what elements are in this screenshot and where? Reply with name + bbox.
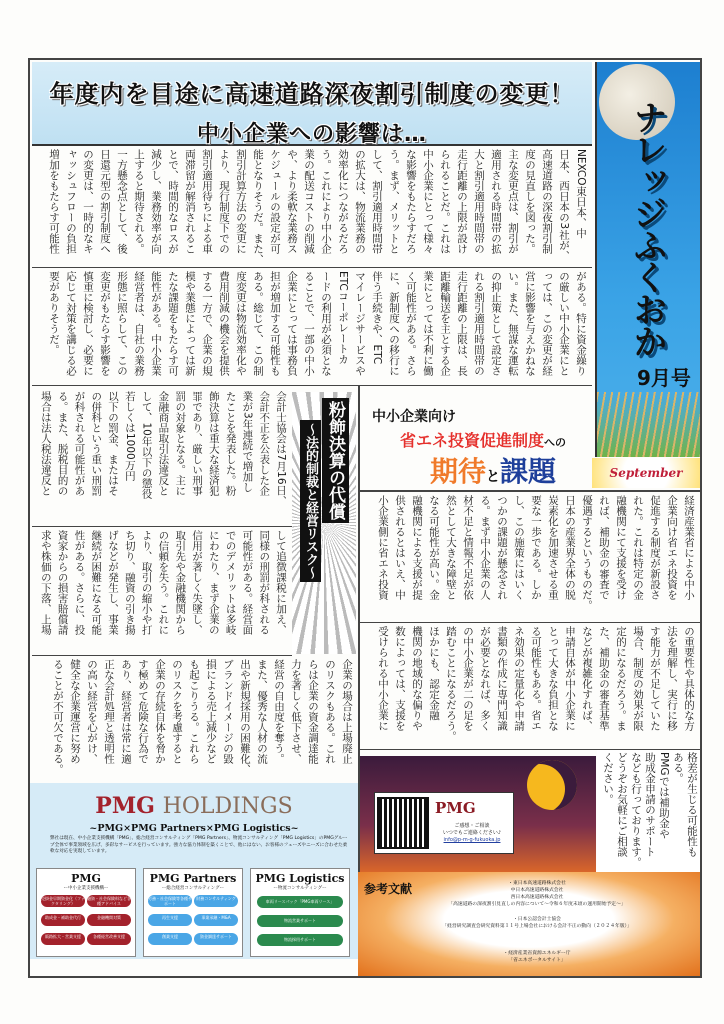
article1-upper-text <box>32 146 592 268</box>
text-column: 会計不正を公表した企 <box>258 391 271 496</box>
text-column: PMGでは補助金や <box>658 752 670 839</box>
company-subtitle: ー中小企業支援機構ー <box>63 886 109 891</box>
reference-line: 西日本高速道路株式会社 <box>510 895 564 900</box>
text-column: の併科という重い刑罰 <box>90 391 103 496</box>
text-column: 営に影響を与えかねな <box>524 271 536 376</box>
crescent-moon-illustration <box>527 760 577 810</box>
headline-banner <box>32 62 592 146</box>
text-column: の拡大は、物流業務の <box>354 149 366 254</box>
reference-line: ・日本公認会計士協会 <box>513 917 561 922</box>
service-pill: 再生支援 <box>148 914 192 926</box>
text-column: して追徴課税に加え、 <box>275 530 287 635</box>
article3-middle-text <box>360 623 700 750</box>
text-column: の高い経営を心がけ、 <box>86 659 98 764</box>
text-column: ETCコーポレートカ <box>337 271 349 365</box>
text-column: などが複雑化すれば、 <box>581 626 593 731</box>
text-column: の抑止策として設定さ <box>490 271 502 376</box>
company-box <box>36 868 136 957</box>
text-column: ある。 <box>672 752 684 784</box>
article3-kicker: 中小企業向け <box>372 409 456 425</box>
text-column: る可能性もある。省エ <box>530 626 542 731</box>
references-title: 参考文献 <box>364 882 413 896</box>
article2-subtitle: ～法的制裁と経営リスク～ <box>300 420 321 582</box>
text-column: なる可能性が高い。金 <box>428 495 440 600</box>
text-column: 両滞留が解消されるこ <box>184 149 196 254</box>
text-column: また、優秀な人材の流 <box>256 659 268 764</box>
text-column: のリスクを考慮すると <box>171 659 183 764</box>
text-column: 日本の産業界全体の脱 <box>564 495 576 600</box>
text-column: た、補助金の審査基準 <box>598 626 610 731</box>
text-column: の厳しい中小企業にと <box>558 271 570 376</box>
text-column: れた。これは特定の金 <box>632 495 644 600</box>
text-column: 資家からの損害賠償請 <box>56 530 69 635</box>
text-column: 信用が著しく失墜し、 <box>191 530 204 635</box>
text-column: ブランドイメージの毀 <box>222 659 234 764</box>
headline-subtitle: 中小企業への影響は… <box>196 122 427 147</box>
service-pill: 労務・社会保険等各種サポート <box>148 896 192 906</box>
text-column: 業にとっては不利に働 <box>422 271 434 376</box>
text-column: 正な会計処理と透明性 <box>103 659 115 764</box>
text-column: っては、この変更が経 <box>541 271 553 376</box>
text-column: マイレージサービスや <box>354 271 366 376</box>
reference-item <box>422 950 652 964</box>
text-column: し、この施策にはいく <box>513 495 525 600</box>
text-column: ードの利用が必須とな <box>320 271 332 376</box>
company-subtitle: ー総合経営コンサルティングー <box>161 886 225 891</box>
text-column: 適用される時間帯の拡 <box>490 149 502 254</box>
text-column: 主な変更点は、割引が <box>507 149 519 254</box>
text-column: 上すると期待される。 <box>133 149 145 254</box>
logo-light: HOLDINGS <box>162 794 293 819</box>
reference-line: ・東日本高速道路株式会社 <box>508 881 566 886</box>
text-column: 要がありそうだ。 <box>48 271 60 355</box>
text-column: 法を理解し、実行に移 <box>666 626 678 731</box>
text-column: のリスクもある。これ <box>324 659 336 764</box>
service-pill: 販路拡大・営業支援 <box>41 933 85 945</box>
text-column: 飾決算は重大な経済犯 <box>207 391 220 496</box>
contact-line1: ご感想・ご相談 <box>454 823 490 829</box>
text-column: 担が増加する可能性も <box>269 271 281 376</box>
article3-title-text: 省エネ投資促進制度 <box>400 431 545 450</box>
company-name: PMG Logistics <box>255 872 345 885</box>
text-column: 書類の作成に専門知識 <box>496 626 508 731</box>
text-column: して、10年以下の懲役 <box>140 391 153 499</box>
text-column: 企業向け省エネ投資を <box>666 495 678 600</box>
text-column: 業の配送コストの削減 <box>303 149 315 254</box>
reference-item <box>422 916 652 930</box>
text-column: たな課題をもたらす可 <box>167 271 179 376</box>
text-column: 融機関による支援が提 <box>411 495 423 600</box>
text-column: 炭素化を加速させる重 <box>547 495 559 600</box>
text-column: の変更は、一時的なキ <box>82 149 94 254</box>
text-column: る。また、脱税目的の <box>56 391 69 496</box>
contact-card <box>374 792 514 854</box>
text-column: 企業の場合は上場廃止 <box>341 659 353 764</box>
text-column: す極めて危険な行為で <box>137 659 149 764</box>
service-pill: 創業支援 <box>148 933 192 945</box>
text-column: 模や業態によっては新 <box>184 271 196 376</box>
text-column: る。まず中小企業の人 <box>479 495 491 600</box>
reference-line: 「高速道路の深夜割引見直しの内容について～令和６年度末頃の運用開始予定～」 <box>448 902 626 907</box>
text-column: 数によっては、支援を <box>394 626 406 731</box>
article2-title: 粉飾決算の代償 <box>322 398 349 523</box>
service-pill: 助成金・補助金代行 <box>41 914 85 926</box>
text-column: 申請自体が中小企業に <box>564 626 576 731</box>
headline-issues: 課題 <box>500 455 557 488</box>
text-column: あり、経営者は常に適 <box>120 659 132 764</box>
text-column: 変更がもたらす影響を <box>99 271 111 376</box>
text-column: す能力が不足していた <box>649 626 661 731</box>
service-pill: 資金調達サポート <box>194 933 238 945</box>
service-pill: 売掛金早期資金化（ファクタリング） <box>41 896 85 906</box>
text-column: 企業にとっては事務負 <box>286 271 298 376</box>
pampas-grass-illustration <box>597 392 700 457</box>
text-column: 減少し、業務効率が向 <box>150 149 162 254</box>
article3-closing-text <box>597 750 700 872</box>
service-pill: 融資・社会保険料など各種アドバイス <box>87 896 131 906</box>
text-column: 然として大きな障壁と <box>445 495 457 600</box>
text-column: も起こりうる。これら <box>188 659 200 764</box>
text-column: 経営の自由度を奪う。 <box>273 659 285 764</box>
text-column: ほかにも、認定金融 <box>428 626 440 721</box>
text-column: 中小企業にとって様々 <box>422 149 434 254</box>
article1-lower-text <box>32 268 592 386</box>
article3-title-suffix: への <box>544 436 567 449</box>
text-column: 場合、制度の効果が限 <box>632 626 644 731</box>
text-column: 走行距離の上限は、長 <box>456 271 468 376</box>
text-column: う。まず、メリットと <box>388 149 400 254</box>
text-column: する一方で、企業の規 <box>201 271 213 376</box>
text-column: ネ効果の定量化や申請 <box>513 626 525 731</box>
text-column: 材不足と情報不足が依 <box>462 495 474 600</box>
service-pill: 物流営業サポート <box>257 915 343 927</box>
month-badge: September <box>592 458 700 488</box>
service-pill: 金融機関対策 <box>87 914 131 926</box>
reference-line: 「経営研究調査会研究資料第１１号上場会社における会計不正の動向（２０２４年版）」 <box>442 924 632 929</box>
text-column: 格差が生じる可能性も <box>686 752 698 857</box>
text-column: ち切り、融資の引き揚 <box>123 530 136 635</box>
text-column: 優遇するというものだ。 <box>581 495 593 611</box>
service-pill: 車両リースパック「PMG車両リース」 <box>257 896 343 908</box>
text-column: く可能性がある。さら <box>405 271 417 376</box>
text-column: 割引適用待ちによる車 <box>201 149 213 254</box>
service-pill: 事業承継・M&A <box>194 914 238 926</box>
text-column: とって大きな負担とな <box>547 626 559 731</box>
text-column: NEXCO東日本、中 <box>575 149 587 239</box>
text-column: 踏むことになるだろう。 <box>445 626 457 742</box>
text-column: 若しくは1000万円 <box>123 391 136 481</box>
pmg-holdings-ad <box>30 783 358 959</box>
text-column: 能性がある。中小企業 <box>150 271 162 376</box>
service-pill: 各種経営改善支援 <box>87 933 131 945</box>
text-column: 割引計算方法の変更に <box>235 149 247 254</box>
text-column: 費用削減の機会を提供 <box>218 271 230 376</box>
text-column: ャッシュフローの負担 <box>65 149 77 254</box>
text-column: が必要となれば、多く <box>479 626 491 731</box>
text-column: 日還元型の割引制度へ <box>99 149 111 254</box>
text-column: 一方懸念点として、後 <box>116 149 128 254</box>
text-column: ることが不可欠である。 <box>52 659 64 775</box>
text-column: げなどが発生し、事業 <box>107 530 120 635</box>
text-column: 大と割引適用時間帯の <box>473 149 485 254</box>
text-column: して、割引適用時間帯 <box>371 149 383 254</box>
reference-line: 中日本高速道路株式会社 <box>510 888 564 893</box>
pmg-logo: PMG <box>435 799 476 817</box>
headline-and: と <box>486 469 501 485</box>
text-column: 融機関にて支援を受け <box>615 495 627 600</box>
text-column: の信頼を失う。これに <box>157 530 170 635</box>
text-column: 度の見直しを図った。 <box>524 149 536 254</box>
text-column: 経済産業省による中小 <box>683 495 695 600</box>
text-column: なども行っております。 <box>630 752 642 868</box>
service-pill: 物流採用サポート <box>257 934 343 946</box>
text-column: 受けられる中小企業に <box>377 626 389 731</box>
company-box <box>250 868 350 957</box>
text-column: 日本、西日本の3社が、 <box>558 149 570 261</box>
article3-title <box>400 428 566 451</box>
text-column: 業が3年連続で増加し <box>241 391 254 493</box>
logo-bold: PMG <box>95 793 155 819</box>
text-column: 経営者は、自社の業務 <box>133 271 145 376</box>
text-column: どうぞお気軽にご相談 <box>616 752 628 857</box>
text-column: 継続が困難になる可能 <box>90 530 103 635</box>
reference-item <box>422 880 652 908</box>
qr-code[interactable] <box>379 799 427 847</box>
text-column: い。また、無謀な運転 <box>507 271 519 376</box>
text-column: 慎重に検討し、必要に <box>82 271 94 376</box>
text-column: う。これにより中小企 <box>320 149 332 254</box>
references-box <box>358 872 700 976</box>
text-column: 形態に照らして、この <box>116 271 128 376</box>
headline-title: 年度内を目途に高速道路深夜割引制度の変更！ <box>49 80 575 108</box>
text-column: 助成金申請のサポート <box>644 752 656 857</box>
text-column: 罪であり、厳しい刑事 <box>191 391 204 496</box>
text-column: の重要性や具体的な方 <box>683 626 695 731</box>
text-column: 走行距離の上限が設け <box>456 149 468 254</box>
contact-email-link[interactable]: info@p-m-g-fukuoka.jp <box>443 837 501 843</box>
newsletter-title: ナレッジふくおか <box>627 100 667 356</box>
company-subtitle: ー物流コンサルティングー <box>273 886 327 891</box>
pmg-holdings-logo <box>30 793 358 819</box>
headline-expectation: 期待 <box>430 455 487 488</box>
text-column: な影響をもたらすだろ <box>405 149 417 254</box>
text-column: られることだ。これは <box>439 149 451 254</box>
text-column: つかの課題が懸念され <box>496 495 508 600</box>
text-column: に、新制度への移行に <box>388 271 400 376</box>
text-column: 小企業側に省エネ投資 <box>377 495 389 600</box>
contact-line2: いつでもご連絡ください♪ <box>442 830 502 836</box>
text-column: れる割引適用時間帯の <box>473 271 485 376</box>
article2-middle-text <box>32 527 292 656</box>
reference-line: ・経済産業省資源エネルギー庁 <box>503 951 571 956</box>
text-column: 能となりそうだ。また、 <box>252 149 264 265</box>
text-column: 要な一歩である。しか <box>530 495 542 600</box>
text-column: 高速道路の深夜割引制 <box>541 149 553 254</box>
text-column: の中小企業が二の足を <box>462 626 474 731</box>
text-column: とで、時間的なロスが <box>167 149 179 254</box>
text-column: 健全な企業運営に努め <box>69 659 81 764</box>
reference-line: 「省エネポータルサイト」 <box>508 958 566 963</box>
text-column: 損による売上減少など <box>205 659 217 764</box>
masthead <box>595 62 700 457</box>
text-column: でのデメリットは多岐 <box>224 530 237 635</box>
pmg-tagline: ~PMG×PMG Partners×PMG Logistics~ <box>89 823 299 834</box>
text-column: 性がある。さらに、投 <box>73 530 86 635</box>
text-column: 企業の存続自体を脅か <box>154 659 166 764</box>
text-column: 場合は法人税法違反と <box>39 391 52 496</box>
text-column: ください。 <box>602 752 614 805</box>
text-column: 取引先や金融機関から <box>174 530 187 635</box>
text-column: 伴う手続きや、ETC <box>371 271 383 365</box>
text-column: 応じて対策を講じる必 <box>65 271 77 376</box>
text-column: 促進する制度が新設さ <box>649 495 661 600</box>
issue-label: 9月号 <box>637 366 691 390</box>
text-column: 力を著しく低下させ、 <box>290 659 302 764</box>
text-column: より、取引の縮小や打 <box>140 530 153 635</box>
text-column: にわたり、まず企業の <box>207 530 220 635</box>
text-column: 定的になるだろう。ま <box>615 626 627 731</box>
article3-upper-text <box>360 492 700 623</box>
article3-headline <box>430 450 556 490</box>
text-column: ることで、一部の中小 <box>303 271 315 376</box>
text-column: 会計士協会は7月16日、 <box>275 391 287 506</box>
text-column: 求や株価の下落、上場 <box>39 530 52 635</box>
text-column: 同様の刑罰が科される <box>258 530 271 635</box>
text-column: より、現行制度下での <box>218 149 230 254</box>
text-column: がある。特に資金繰り <box>575 271 587 376</box>
service-pill: 財務コンサルティング <box>194 895 238 907</box>
text-column: ある。総じて、この制 <box>252 271 264 376</box>
text-column: 機関の地域的な偏りや <box>411 626 423 731</box>
text-column: れば、補助金の審査で <box>598 495 610 600</box>
article2-upper-text <box>32 388 292 527</box>
company-name: PMG Partners <box>149 872 237 885</box>
pmg-description: 弊社は現在、中小企業支援機構「PMG」、総合経営コンサルティング「PMG Partners」、物流コンサルティング「PMG Logistics」のPMGグループ全体で事業領域を広げ、多彩なサービスを行っています。強力な協力体制を築くことで、他にはない、お客様のフェーズやニーズに合わせた柔軟な対応を実現しています。 <box>50 836 348 854</box>
text-column: や、より柔軟な業務ス <box>286 149 298 254</box>
text-column: 金融商品取引法違反と <box>157 391 170 496</box>
text-column: 距離輸送を主とする企 <box>439 271 451 376</box>
text-column: 供されるとはいえ、中 <box>394 495 406 600</box>
text-column: が科される可能性があ <box>73 391 86 496</box>
company-name: PMG <box>71 872 101 885</box>
company-box <box>143 868 243 957</box>
text-column: 度変更は物流効率化や <box>235 271 247 376</box>
text-column: らは企業の資金調達能 <box>307 659 319 764</box>
text-column: 出や新規採用の困難化、 <box>239 659 251 775</box>
text-column: 以下の罰金、またはそ <box>107 391 120 496</box>
text-column: たことを発表した。粉 <box>224 391 237 496</box>
article2-lower-text <box>32 656 358 782</box>
text-column: 可能性がある。経営面 <box>241 530 254 635</box>
text-column: 罰の対象となる。主に <box>174 391 187 496</box>
text-column: 増加をもたらす可能性 <box>48 149 60 254</box>
text-column: 効率化につながるだろ <box>337 149 349 254</box>
text-column: ケジュールの設定が可 <box>269 149 281 254</box>
